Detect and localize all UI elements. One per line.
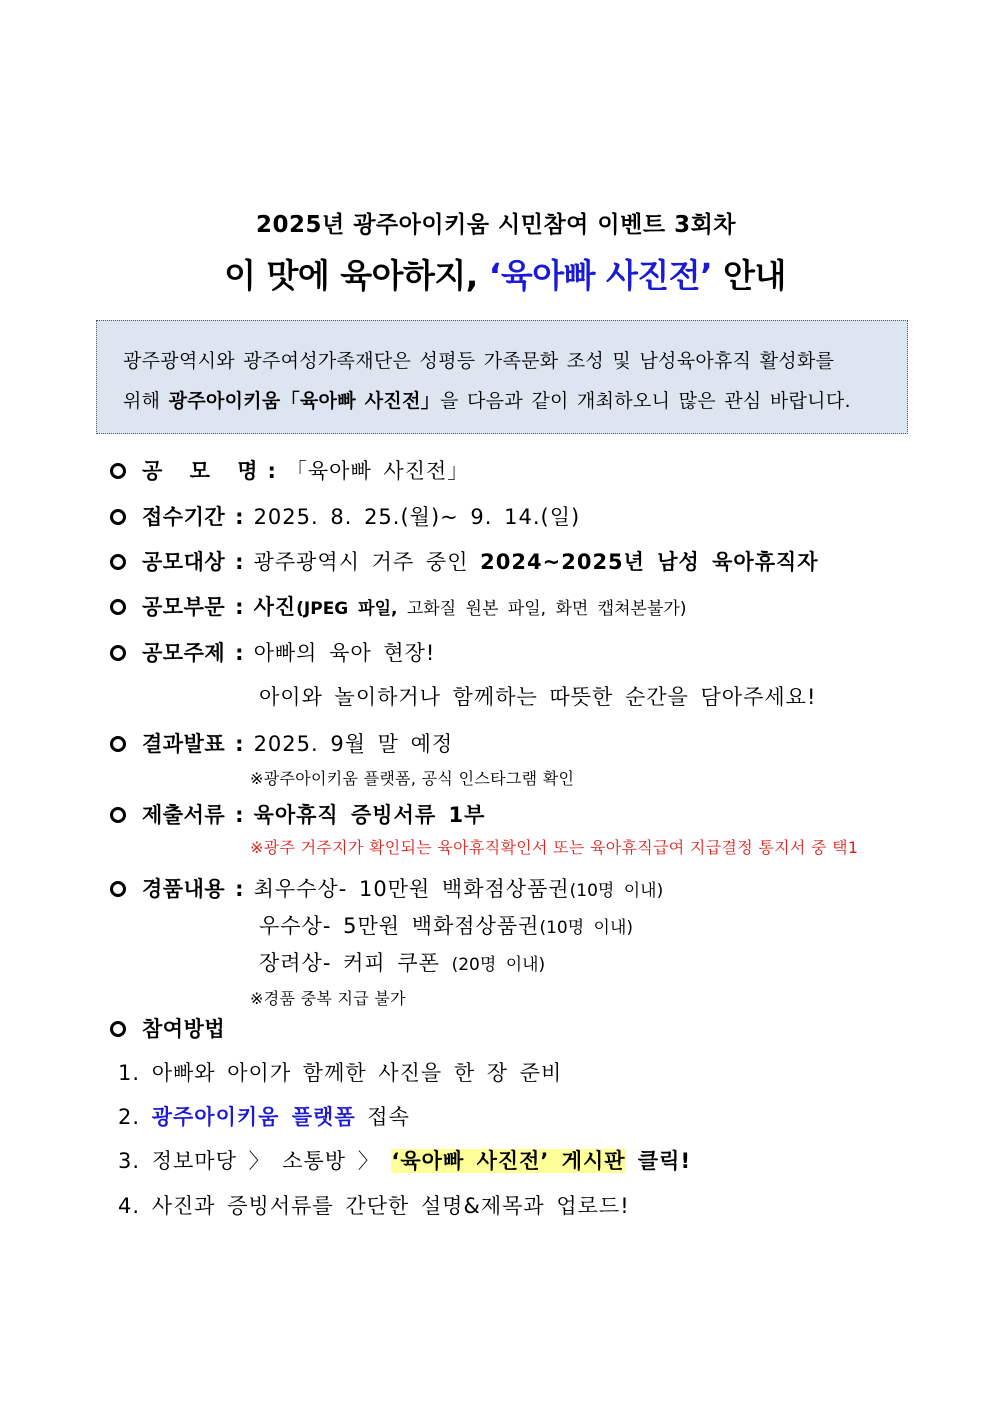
item-label: 공모부문 [142,595,226,619]
colon: : [235,732,244,756]
colon: : [267,459,276,483]
step-3-prefix: 3. 정보마당 〉 소통방 〉 [118,1149,392,1173]
colon: : [235,595,244,619]
bullet-icon [110,881,126,897]
page-title [0,250,992,297]
bullet-icon [110,463,126,479]
colon: : [235,505,244,529]
result-note: ※광주아이키움 플랫폼, 공식 인스타그램 확인 [250,769,575,788]
item-prizes [110,873,663,903]
bullet-icon [110,736,126,752]
step-3-suffix: 클릭! [625,1149,692,1173]
intro-box [96,320,908,434]
item-value: 2025. 8. 25.(월)~ 9. 14.(일) [253,505,581,529]
item-value: 2025. 9월 말 예정 [253,732,454,756]
prize-2-small: (10명 이내) [539,918,634,938]
prizes-note: ※경품 중복 지급 불가 [250,989,406,1008]
item-value: 육아휴직 증빙서류 1부 [253,803,486,827]
colon: : [235,877,244,901]
step-3-highlight: ‘육아빠 사진전’ 게시판 [391,1149,626,1173]
item-name [110,455,469,485]
bullet-icon [110,645,126,661]
item-category [110,591,686,621]
item-label: 결과발표 [142,732,226,756]
bullet-icon [110,807,126,823]
item-value-bold: 2024~2025년 남성 육아휴직자 [480,550,819,574]
item-value-bold: 사진 [253,595,297,619]
item-theme [110,637,435,667]
colon: : [235,550,244,574]
bullet-icon [110,554,126,570]
item-result [110,728,453,758]
colon: : [235,641,244,665]
bullet-icon [110,599,126,615]
item-label: 참여방법 [142,1017,226,1041]
bullet-icon [110,1021,126,1037]
title-highlight: ‘육아빠 사진전’ [488,256,713,295]
item-theme-cont: 아이와 놀이하거나 함께하는 따뜻한 순간을 담아주세요! [259,685,817,709]
item-value [254,546,819,576]
intro-line1: 광주광역시와 광주여성가족재단은 성평등 가족문화 조성 및 남성육아휴직 활성화를 [123,350,835,372]
subtitle: 2025년 광주아이키움 시민참여 이벤트 3회차 [255,212,737,238]
prize-3-small: (20명 이내) [451,955,546,975]
item-value: 아빠의 육아 현장! [253,641,436,665]
title-suffix: 안내 [723,256,786,295]
item-label: 접수기간 [142,505,226,529]
intro-line2-suffix: 을 다음과 같이 개최하오니 많은 관심 바랍니다. [440,390,851,412]
item-value-small-bold: (JPEG 파일, [296,599,398,619]
bullet-icon [110,509,126,525]
prize-1 [254,873,664,903]
prize-2-text: 우수상- 5만원 백화점상품권 [259,914,540,938]
item-label: 공모주제 [142,641,226,665]
step-2-link: 광주아이키움 플랫폼 [151,1105,356,1129]
prize-1-small: (10명 이내) [569,881,664,901]
step-2-suffix: 접속 [355,1105,410,1129]
step-1: 1. 아빠와 아이가 함께한 사진을 한 장 준비 [118,1061,563,1085]
colon: : [235,803,244,827]
intro-line2-bold: 광주아이키움「육아빠 사진전」 [168,390,441,412]
item-target [110,546,819,576]
step-4: 4. 사진과 증빙서류를 간단한 설명&제목과 업로드! [118,1194,630,1218]
item-method [110,1013,225,1043]
intro-line2 [123,381,889,421]
prize-3-text: 장려상- 커피 쿠폰 [259,951,452,975]
item-value-small: 고화질 원본 파일, 화면 캡쳐본불가) [397,599,687,619]
item-value: 「육아빠 사진전」 [285,459,470,483]
item-label: 경품내용 [142,877,226,901]
item-label: 공모대상 [142,550,226,574]
item-label: 제출서류 [142,803,226,827]
item-documents [110,799,485,829]
item-label: 공 모 명 [142,459,268,483]
documents-note: ※광주 거주지가 확인되는 육아휴직확인서 또는 육아휴직급여 지급결정 통지서 중 택1 [250,838,859,857]
step-3 [118,1145,691,1175]
prize-3 [259,947,545,977]
item-value-prefix: 광주광역시 거주 중인 [253,550,481,574]
title-prefix: 이 맛에 육아하지, [224,256,478,295]
intro-line2-prefix: 위해 [123,390,169,412]
step-2 [118,1101,410,1131]
step-2-prefix: 2. [118,1105,152,1129]
prize-2 [259,910,633,940]
prize-1-text: 최우수상- 10만원 백화점상품권 [253,877,570,901]
item-value [254,591,687,621]
item-period [110,501,580,531]
